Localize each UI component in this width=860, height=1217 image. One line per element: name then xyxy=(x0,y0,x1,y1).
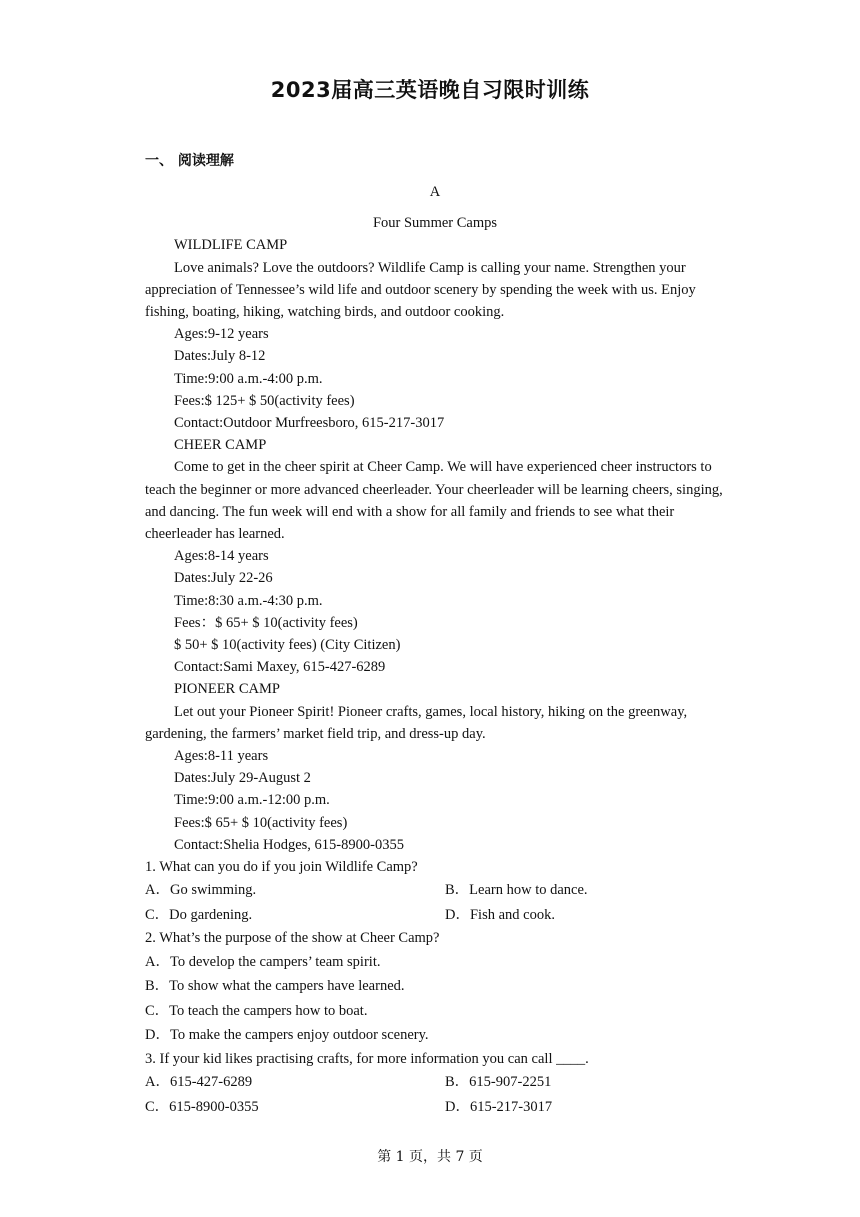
camp-contact: Contact:Outdoor Murfreesboro, 615-217-3017 xyxy=(174,415,445,432)
camp-description: Let out your Pioneer Spirit! Pioneer crafts, games, local history, hiking on the greenway, gardening, the farmers’ market field trip, and dress-up day. xyxy=(145,703,688,742)
option-a[interactable]: A．To develop the campers’ team spirit. xyxy=(145,953,381,970)
camp-description: Come to get in the cheer spirit at Cheer Camp. We will have experienced cheer instructors to teach the beginner or more advanced cheerleader. Your cheerleader will be learning cheers, singing, and dancing. The fun week will end with a show for all family and friends to see what their cheerleader has learned. xyxy=(145,459,723,543)
passage-letter: A xyxy=(429,184,441,200)
question-stem: 3. If your kid likes practising crafts, for more information you can call ____. xyxy=(145,1051,589,1068)
option-c[interactable]: C．To teach the campers how to boat. xyxy=(145,1002,368,1019)
camp-cheer xyxy=(145,434,725,678)
camp-ages: Ages:8-11 years xyxy=(174,748,269,765)
question-1 xyxy=(145,856,725,927)
camp-time: Time:8:30 a.m.-4:30 p.m. xyxy=(174,592,323,609)
camp-name: CHEER CAMP xyxy=(174,437,267,454)
page-footer: 第 1 页，共 7 页 xyxy=(377,1149,483,1165)
camp-name: WILDLIFE CAMP xyxy=(174,237,288,254)
passage-title: Four Summer Camps xyxy=(372,215,498,232)
option-row xyxy=(145,1070,725,1095)
question-2 xyxy=(145,927,725,1048)
camp-fees: Fees:$ 65+ $ 10(activity fees) xyxy=(174,814,348,831)
question-stem: 2. What’s the purpose of the show at Cheer Camp? xyxy=(145,930,440,947)
camp-pioneer xyxy=(145,678,725,856)
option-b[interactable]: B．Learn how to dance. xyxy=(445,882,588,899)
option-c[interactable]: C．Do gardening. xyxy=(145,906,253,923)
option-c[interactable]: C．615-8900-0355 xyxy=(145,1098,259,1115)
camp-description: Love animals? Love the outdoors? Wildlife Camp is calling your name. Strengthen your appreciation of Tennessee’s wild life and outdoor scenery by spending the week with us. Enjoy fishing, boating, hiking, watching birds, and outdoor cooking. xyxy=(145,259,696,321)
camp-ages: Ages:8-14 years xyxy=(174,548,269,565)
question-3 xyxy=(145,1048,725,1119)
option-d[interactable]: D．615-217-3017 xyxy=(445,1098,553,1115)
camp-wildlife xyxy=(145,234,725,434)
question-stem: 1. What can you do if you join Wildlife Camp? xyxy=(145,859,418,876)
camp-fees: Fees:$ 125+ $ 50(activity fees) xyxy=(174,392,355,409)
camp-dates: Dates:July 29-August 2 xyxy=(174,770,311,787)
option-a[interactable]: A．615-427-6289 xyxy=(145,1074,253,1091)
camp-fees-citizen: $ 50+ $ 10(activity fees) (City Citizen) xyxy=(174,637,401,654)
camp-time: Time:9:00 a.m.-4:00 p.m. xyxy=(174,370,323,387)
option-b[interactable]: B．615-907-2251 xyxy=(445,1074,552,1091)
option-a[interactable]: A．Go swimming. xyxy=(145,882,257,899)
camp-time: Time:9:00 a.m.-12:00 p.m. xyxy=(174,792,330,809)
option-d[interactable]: D．Fish and cook. xyxy=(445,906,555,923)
page-title: 2023届高三英语晚自习限时训练 xyxy=(270,78,590,102)
camp-contact: Contact:Shelia Hodges, 615-8900-0355 xyxy=(174,836,404,853)
camp-fees: Fees：$ 65+ $ 10(activity fees) xyxy=(174,614,358,631)
camp-name: PIONEER CAMP xyxy=(174,681,280,698)
camp-dates: Dates:July 22-26 xyxy=(174,570,273,587)
option-row xyxy=(145,878,725,903)
option-row xyxy=(145,1095,725,1120)
option-row xyxy=(145,903,725,928)
camp-dates: Dates:July 8-12 xyxy=(174,348,266,365)
section-heading: 一、 阅读理解 xyxy=(145,153,234,169)
camp-ages: Ages:9-12 years xyxy=(174,326,269,343)
option-d[interactable]: D．To make the campers enjoy outdoor scenery. xyxy=(145,1027,429,1044)
reading-passage xyxy=(145,181,725,1119)
camp-contact: Contact:Sami Maxey, 615-427-6289 xyxy=(174,659,386,676)
option-b[interactable]: B．To show what the campers have learned. xyxy=(145,978,405,995)
